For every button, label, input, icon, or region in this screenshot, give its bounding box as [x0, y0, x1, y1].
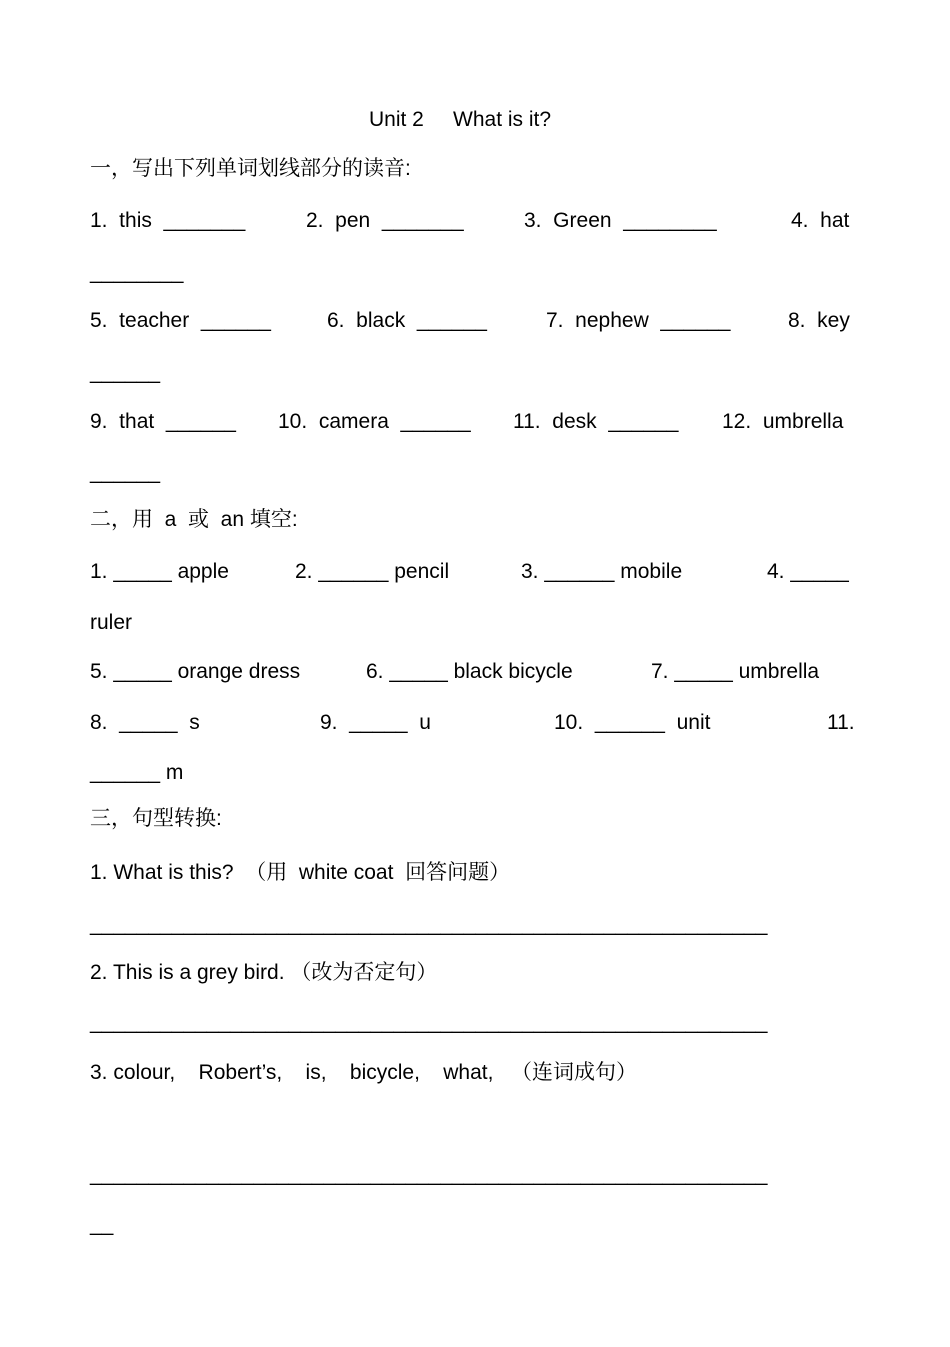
page-title: Unit 2 What is it?: [369, 108, 552, 131]
exercise-item: 11.: [827, 711, 855, 734]
exercise-item: 1. _____ apple: [90, 560, 229, 583]
exercise-item: 5. _____ orange dress: [90, 660, 301, 683]
exercise-item: 2. ______ pencil: [295, 560, 450, 583]
exercise-item: 8. key: [788, 309, 850, 332]
section3-heading: 三，句型转换:: [90, 807, 222, 830]
question-item: 3. colour, Robert’s, is, bicycle, what, （连词成句）: [90, 1061, 637, 1084]
exercise-item: 10. camera ______: [278, 410, 471, 433]
exercise-item: 4. _____: [767, 560, 849, 583]
exercise-item: 8. _____ s: [90, 711, 200, 734]
question-item: 2. This is a grey bird. （改为否定句）: [90, 961, 438, 984]
exercise-item: 3. ______ mobile: [521, 560, 683, 583]
exercise-item: 6. black ______: [327, 309, 487, 332]
exercise-item: 7. nephew ______: [546, 309, 731, 332]
answer-line: __: [90, 1213, 114, 1236]
answer-line: __________________________________________________________: [90, 913, 768, 936]
section1-heading: 一，写出下列单词划线部分的读音:: [90, 157, 411, 180]
section2-heading: 二，用 a 或 an 填空:: [90, 508, 298, 531]
exercise-item: 1. this _______: [90, 209, 246, 232]
answer-blank: ______: [90, 361, 161, 384]
exercise-item: 9. that ______: [90, 410, 236, 433]
answer-line: __________________________________________________________: [90, 1163, 768, 1186]
exercise-item: ______ m: [90, 761, 184, 784]
answer-blank: ________: [90, 261, 184, 284]
exercise-item: 9. _____ u: [320, 711, 431, 734]
exercise-item: 5. teacher ______: [90, 309, 271, 332]
exercise-item: 6. _____ black bicycle: [366, 660, 573, 683]
exercise-item: 11. desk ______: [513, 410, 679, 433]
exercise-item: ruler: [90, 611, 133, 634]
exercise-item: 3. Green ________: [524, 209, 717, 232]
exercise-item: 2. pen _______: [306, 209, 464, 232]
answer-blank: ______: [90, 461, 161, 484]
answer-line: __________________________________________________________: [90, 1011, 768, 1034]
exercise-item: 7. _____ umbrella: [651, 660, 820, 683]
exercise-item: 12. umbrella: [722, 410, 844, 433]
exercise-item: 10. ______ unit: [554, 711, 711, 734]
exercise-item: 4. hat: [791, 209, 850, 232]
question-item: 1. What is this? （用 white coat 回答问题）: [90, 861, 511, 884]
